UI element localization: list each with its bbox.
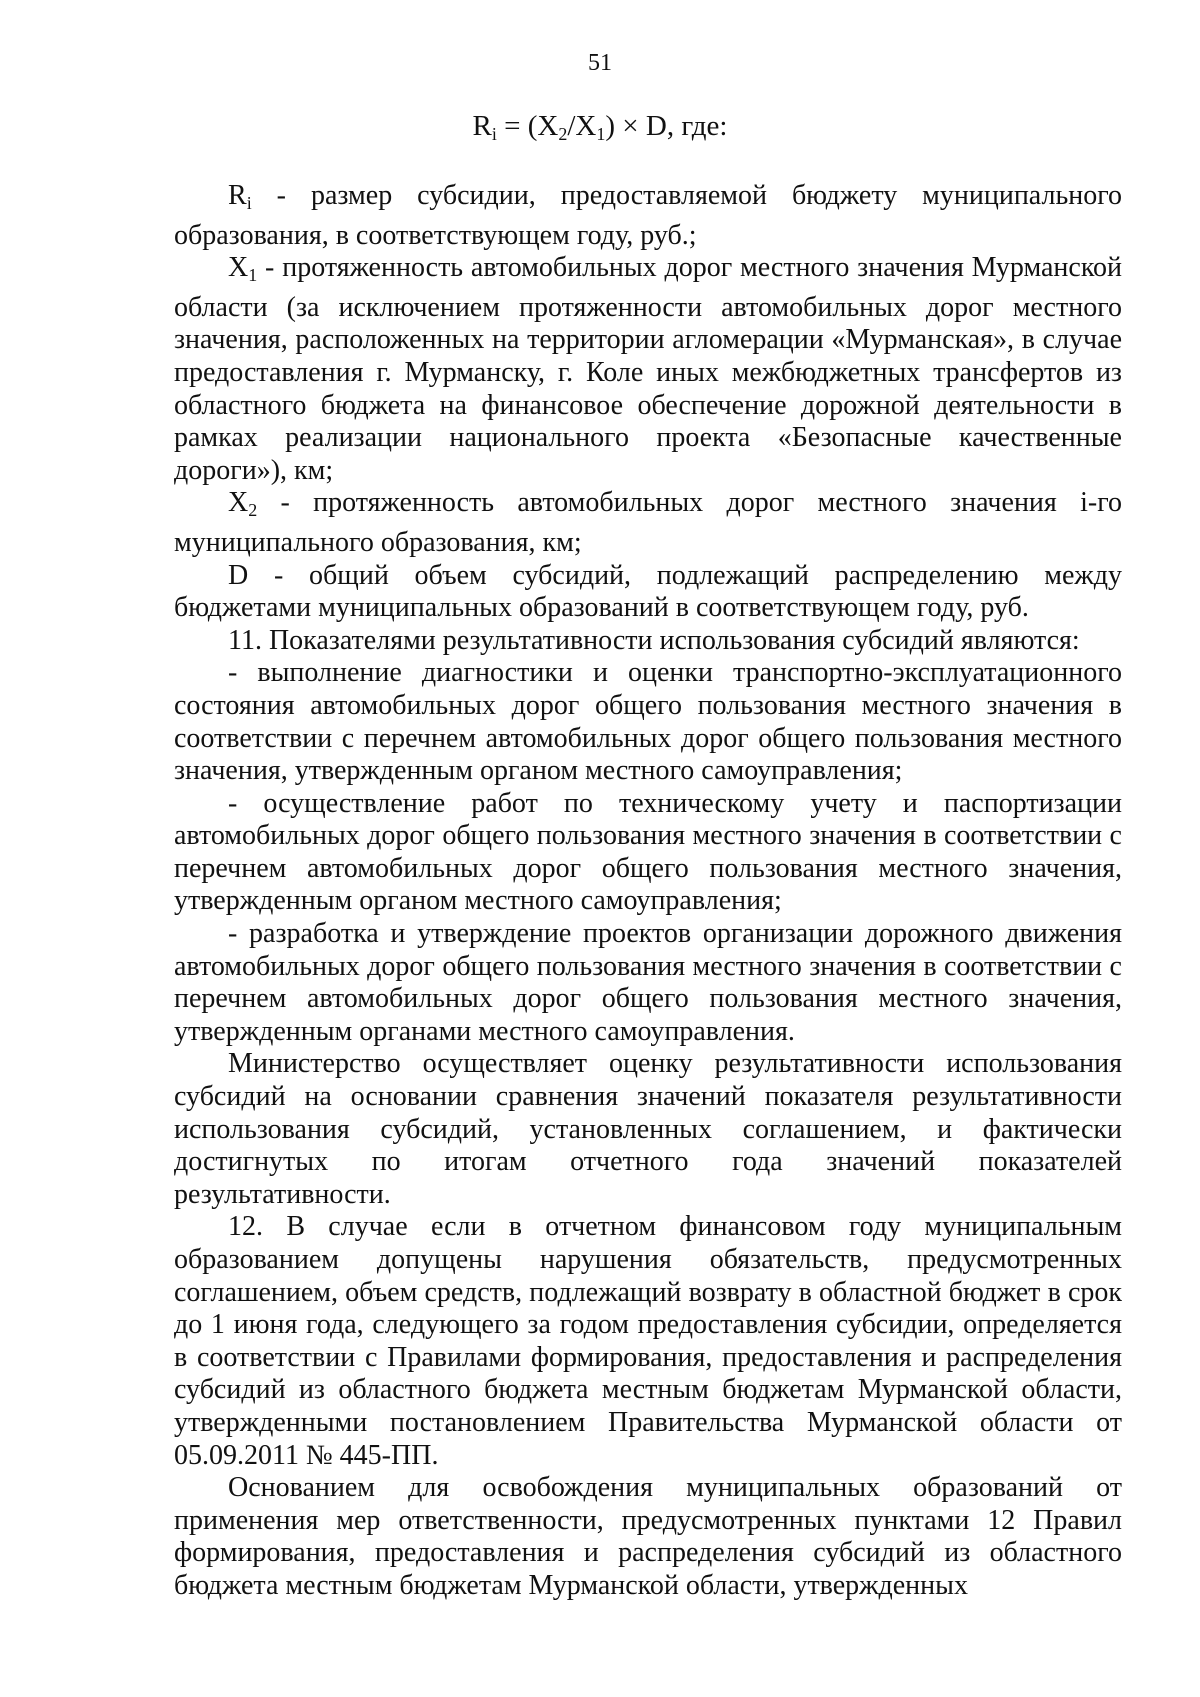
formula-x2-sub: 2: [558, 124, 568, 144]
x2-symbol: X: [228, 487, 249, 519]
formula-lhs-sub: i: [491, 124, 497, 144]
paragraph-release: Основанием для освобождения муниципальных образований от применения мер ответственности, предусмотренных пунктами 12 Правил формирования, предоставления и распределения субсидий из областного бюджета местным бюджетам Мурманской области, утвержденных: [174, 1472, 1122, 1601]
ri-symbol: R: [228, 180, 247, 211]
x1-text: - протяженность автомобильных дорог местного значения Мурманской области (за исключением протяженности автомобильных дорог местного значения, расположенных на территории агломерации «Мурманская», в случае предоставления г. Мурманску, г. Коле иных межбюджетных трансфертов из областного бюджета на финансовое обеспечение дорожной деятельности в рамках реализации национального проекта «Безопасные качественные дороги»), км;: [174, 252, 1122, 486]
paragraph-ministry: Министерство осуществляет оценку результативности использования субсидий на основании сравнения значений показателя результативности использования субсидий, установленных соглашением, и фактически достигнутых по итогам отчетного года значений показателей результативности.: [174, 1048, 1122, 1210]
ri-text: - размер субсидии, предоставляемой бюджету муниципального образования, в соответствующем году, руб.;: [174, 180, 1122, 251]
formula-lhs: R: [472, 110, 492, 142]
ri-sub: i: [246, 193, 252, 213]
definition-x2: [174, 487, 1122, 559]
formula-eq-open: = (X: [496, 110, 559, 142]
paragraph-12: 12. В случае если в отчетном финансовом году муниципальным образованием допущены нарушения обязательств, предусмотренных соглашением, объем средств, подлежащий возврату в областной бюджет в срок до 1 июня года, следующего за годом предоставления субсидии, определяется в соответствии с Правилами формирования, предоставления и распределения субсидий из областного бюджета местным бюджетам Мурманской области, утвержденными постановлением Правительства Мурманской области от 05.09.2011 № 445-ПП.: [174, 1211, 1122, 1471]
document-body: [174, 180, 1122, 1603]
definition-d: D - общий объем субсидий, подлежащий распределению между бюджетами муниципальных образований в соответствующем году, руб.: [174, 559, 1122, 624]
definition-ri: [174, 180, 1122, 252]
formula-x1-sub: 1: [596, 124, 606, 144]
subsidy-formula: [0, 110, 1200, 145]
x2-sub: 2: [248, 500, 258, 521]
paragraph-11-item-3: - разработка и утверждение проектов организации дорожного движения автомобильных дорог общего пользования местного значения в соответствии с перечнем автомобильных дорог общего пользования местного значения, утвержденным органами местного самоуправления.: [174, 918, 1122, 1047]
x1-sub: 1: [248, 265, 258, 286]
paragraph-11-item-1: - выполнение диагностики и оценки транспортно-эксплуатационного состояния автомобильных дорог общего пользования местного значения в соответствии с перечнем автомобильных дорог общего пользования местного значения, утвержденным органом местного самоуправления;: [174, 657, 1122, 787]
page-number: 51: [588, 50, 612, 76]
x1-symbol: X: [228, 252, 249, 284]
paragraph-11-heading: 11. Показателями результативности использования субсидий являются:: [228, 624, 1080, 656]
x2-text: - протяженность автомобильных дорог местного значения i-го муниципального образования, км;: [174, 487, 1122, 558]
definition-x1: [174, 252, 1122, 487]
formula-rest: ) × D, где:: [605, 110, 728, 142]
paragraph-11-item-2: - осуществление работ по техническому учету и паспортизации автомобильных дорог общего пользования местного значения в соответствии с перечнем автомобильных дорог общего пользования местного значения, утвержденным органом местного самоуправления;: [174, 787, 1122, 917]
formula-slash: /X: [567, 110, 597, 142]
